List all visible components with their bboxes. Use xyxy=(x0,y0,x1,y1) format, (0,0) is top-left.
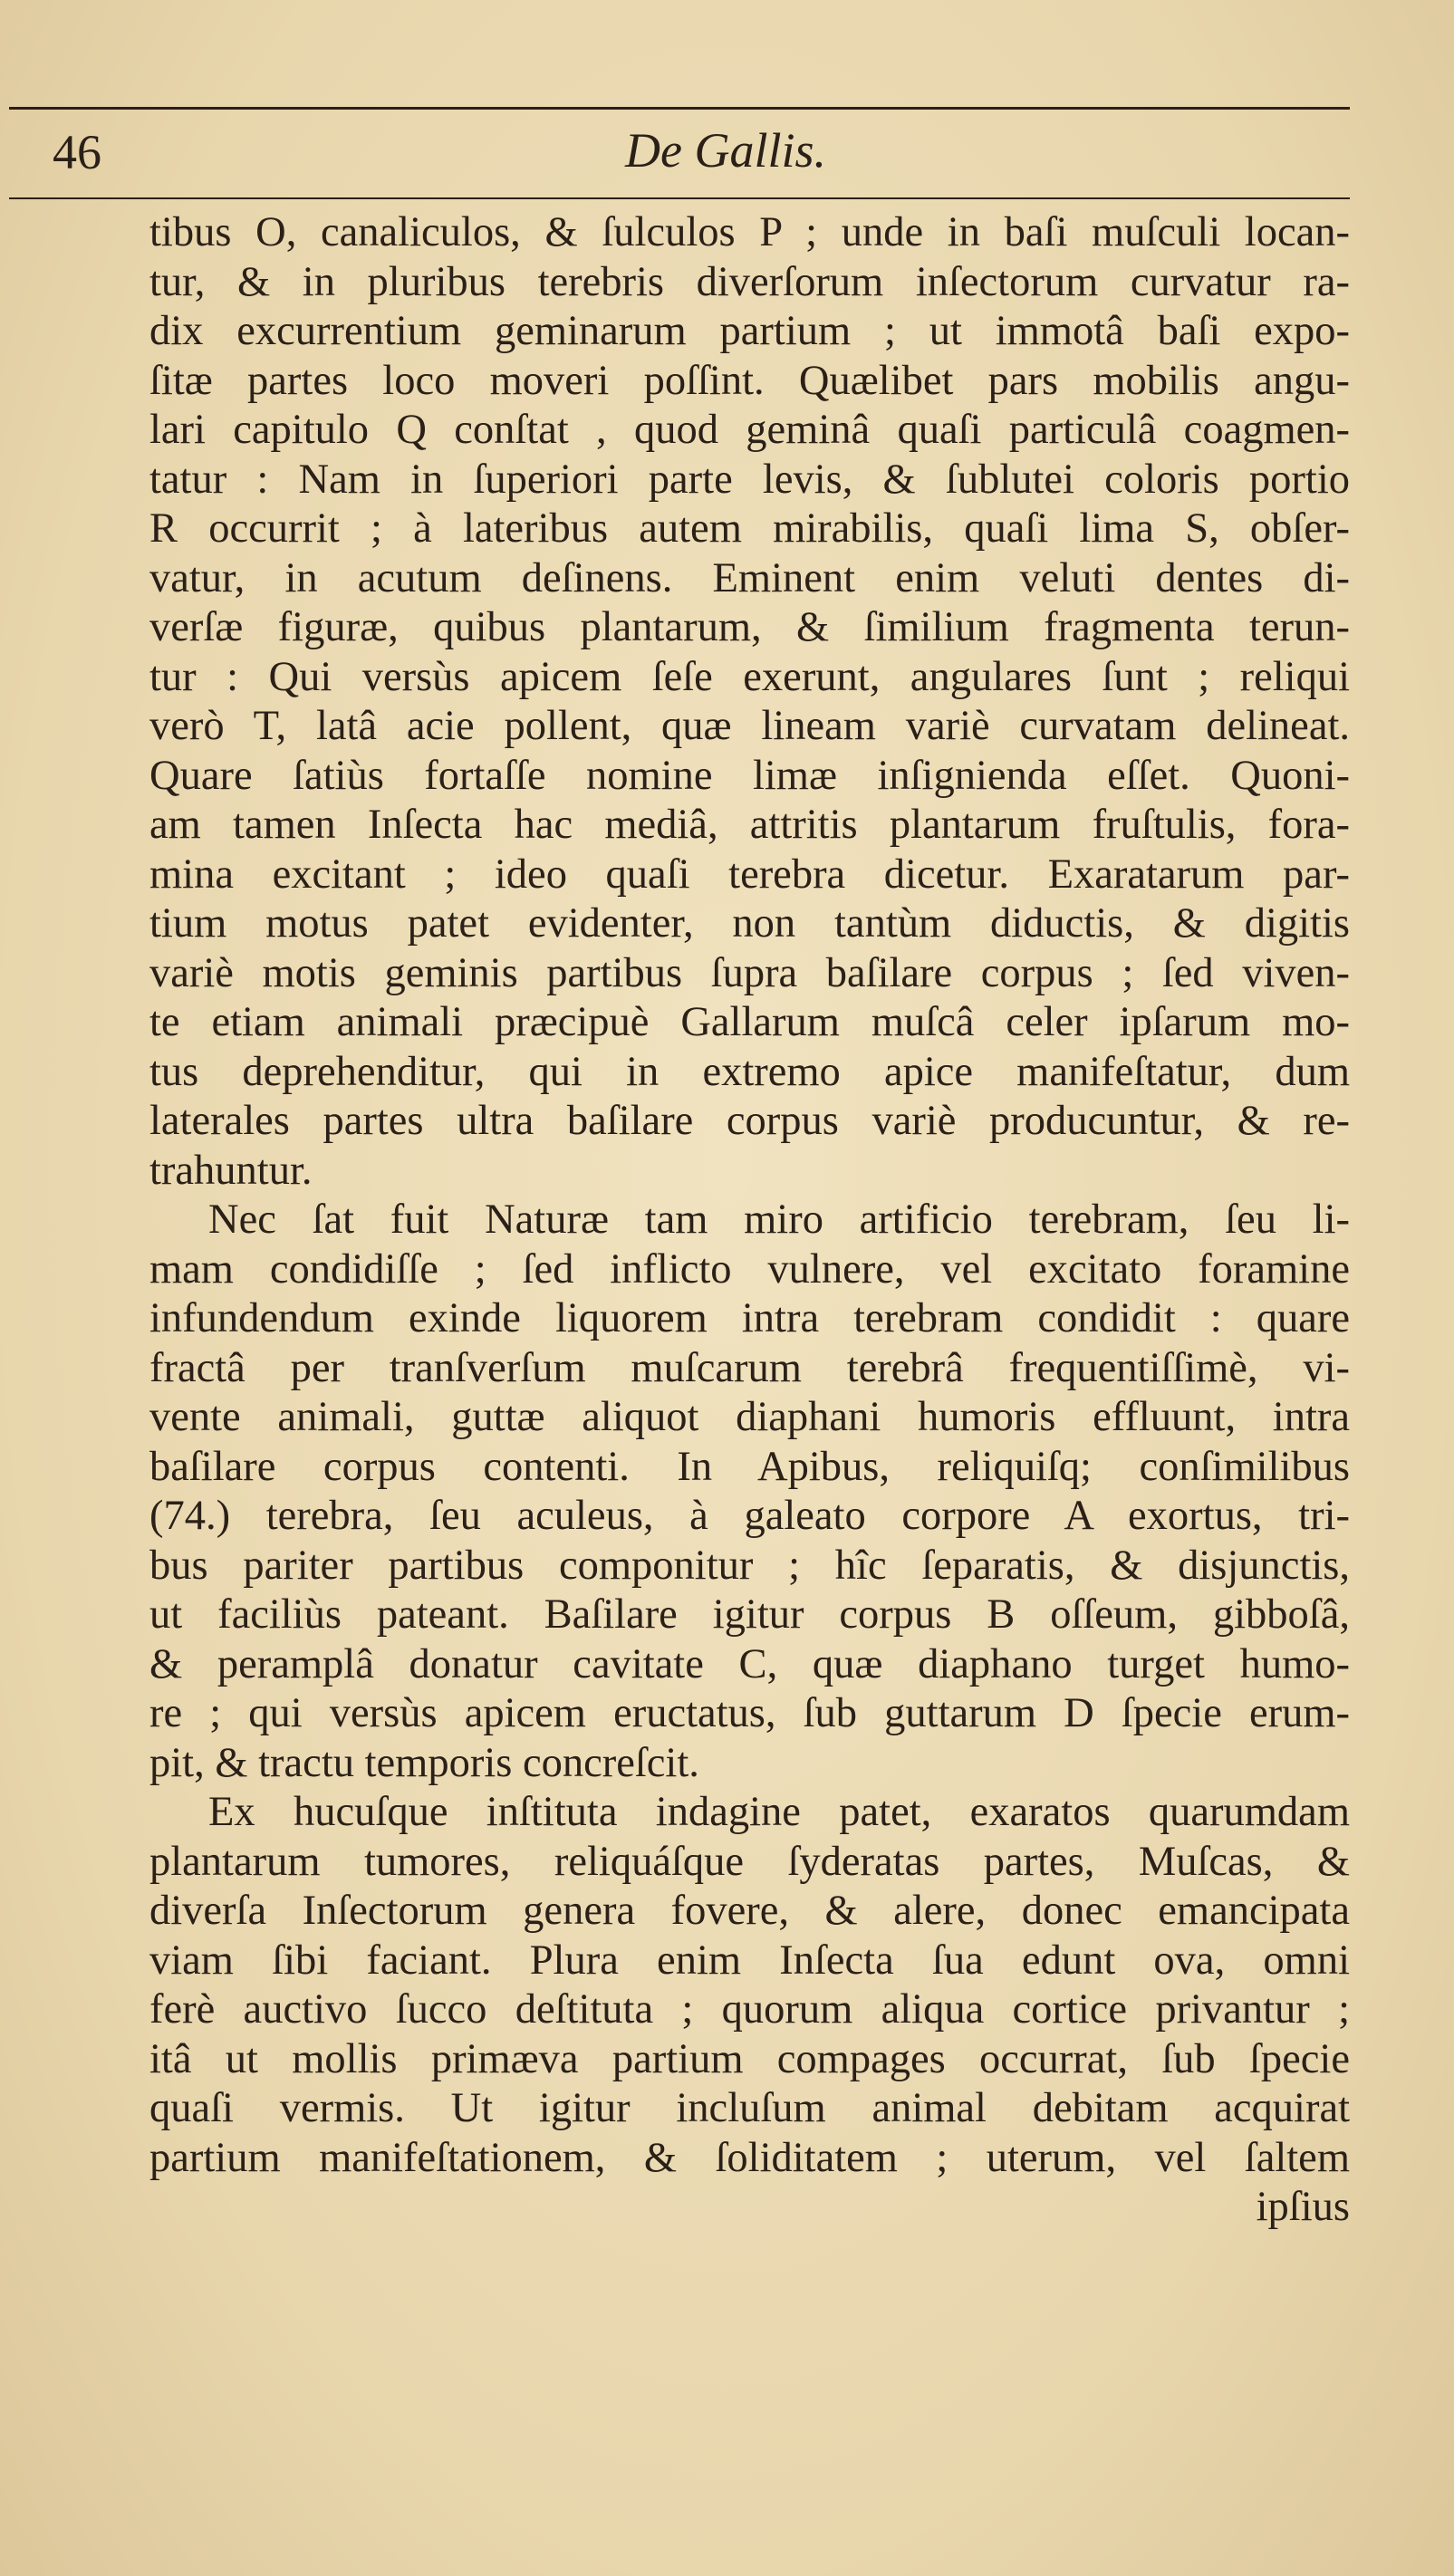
text-line: ferè auctivo ſucco deſtituta ; quorum aliqua cortice privantur ; xyxy=(149,1986,1350,2033)
text-line: partium manifeſtationem, & ſoliditatem ; uterum, vel ſaltem xyxy=(149,2134,1350,2181)
text-line: tatur : Nam in ſuperiori parte levis, & ſublutei coloris portio xyxy=(149,456,1350,503)
text-line: vatur, in acutum deſinens. Eminent enim veluti dentes di- xyxy=(149,554,1350,601)
text-line: Ex hucuſque inſtituta indagine patet, exaratos quarumdam xyxy=(208,1789,1350,1835)
text-line: R occurrit ; à lateribus autem mirabilis, quaſi lima S, obſer- xyxy=(149,505,1350,552)
text-line: Nec ſat fuit Naturæ tam miro artificio terebram, ſeu li- xyxy=(208,1197,1350,1243)
text-line: verſæ figuræ, quibus plantarum, & ſimilium fragmenta terun- xyxy=(149,604,1350,650)
text-line: fractâ per tranſverſum muſcarum terebrâ frequentiſſimè, vi- xyxy=(149,1344,1350,1391)
text-line: (74.) terebra, ſeu aculeus, à galeato corpore A exortus, tri- xyxy=(149,1493,1350,1539)
text-line: te etiam animali præcipuè Gallarum muſcâ celer ipſarum mo- xyxy=(149,999,1350,1045)
text-line: plantarum tumores, reliquáſque ſyderatas partes, Muſcas, & xyxy=(149,1838,1350,1885)
text-line: infundendum exinde liquorem intra terebram condidit : quare xyxy=(149,1295,1350,1341)
text-line: quaſi vermis. Ut igitur incluſum animal debitam acquirat xyxy=(149,2085,1350,2131)
text-line: ut faciliùs pateant. Baſilare igitur corpus B oſſeum, gibboſâ, xyxy=(149,1591,1350,1638)
text-line: mam condidiſſe ; ſed inflicto vulnere, vel excitato foramine xyxy=(149,1245,1350,1293)
text-line: lari capitulo Q conſtat , quod geminâ quaſi particulâ coagmen- xyxy=(149,407,1350,453)
text-line: viam ſibi faciant. Plura enim Inſecta ſua edunt ova, omni xyxy=(149,1937,1350,1984)
text-line: pit, & tractu temporis concreſcit. xyxy=(149,1739,699,1786)
text-line: tur : Qui versùs apicem ſeſe exerunt, angulares ſunt ; reliqui xyxy=(149,653,1350,700)
text-line: re ; qui versùs apicem eructatus, ſub guttarum D ſpecie erum- xyxy=(149,1690,1350,1736)
header-rule-bottom xyxy=(9,197,1350,199)
text-line: ſitæ partes loco moveri poſſint. Quælibet pars mobilis angu- xyxy=(149,357,1350,404)
text-line: baſilare corpus contenti. In Apibus, reliquiſq; conſimilibus xyxy=(149,1443,1350,1490)
text-line: tium motus patet evidenter, non tantùm diductis, & digitis xyxy=(149,900,1350,947)
text-line: tur, & in pluribus terebris diverſorum inſectorum curvatur ra- xyxy=(149,258,1350,305)
text-line: verò T, latâ acie pollent, quæ lineam variè curvatam delineat. xyxy=(149,703,1350,749)
text-line: tibus O, canaliculos, & ſulculos P ; unde in baſi muſculi locan- xyxy=(149,209,1350,255)
text-line: laterales partes ultra baſilare corpus variè producuntur, & re- xyxy=(149,1098,1350,1144)
text-line: itâ ut mollis primæva partium compages occurrat, ſub ſpecie xyxy=(149,2035,1350,2082)
text-line: & peramplâ donatur cavitate C, quæ diaphano turget humo- xyxy=(149,1640,1350,1687)
page-number: 46 xyxy=(53,125,101,179)
text-line: trahuntur. xyxy=(149,1147,313,1194)
text-line: mina excitant ; ideo quaſi terebra dicetur. Exaratarum par- xyxy=(149,851,1350,898)
text-line: variè motis geminis partibus ſupra baſilare corpus ; ſed viven- xyxy=(149,949,1350,996)
running-head: De Gallis. xyxy=(625,123,826,178)
text-line: dix excurrentium geminarum partium ; ut immotâ baſi expo- xyxy=(149,308,1350,354)
text-line: tus deprehenditur, qui in extremo apice manifeſtatur, dum xyxy=(149,1048,1350,1095)
text-line: bus pariter partibus componitur ; hîc ſeparatis, & disjunctis, xyxy=(149,1542,1350,1589)
catchword: ipſius xyxy=(1256,2184,1350,2230)
text-line: vente animali, guttæ aliquot diaphani humoris effluunt, intra xyxy=(149,1394,1350,1440)
header-rule-top xyxy=(9,107,1350,110)
text-line: am tamen Inſecta hac mediâ, attritis plantarum fruſtulis, fora- xyxy=(149,802,1350,848)
body-text xyxy=(149,208,1350,2233)
text-line: Quare ſatiùs fortaſſe nomine limæ inſignienda eſſet. Quoni- xyxy=(149,752,1350,799)
text-line: diverſa Inſectorum genera fovere, & alere, donec emancipata xyxy=(149,1888,1350,1934)
